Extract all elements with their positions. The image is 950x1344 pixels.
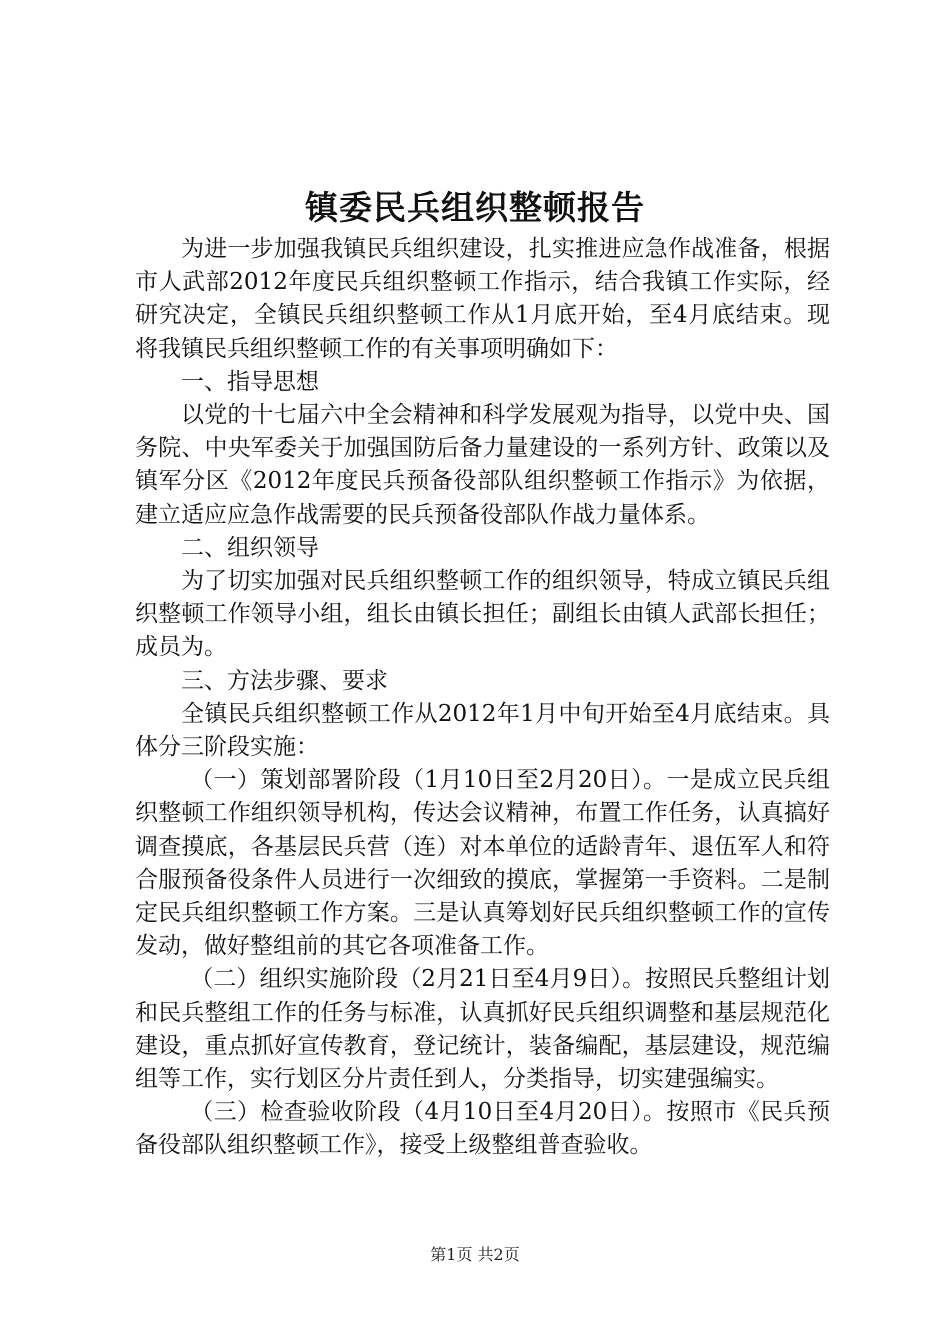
phase-one-paragraph: （一）策划部署阶段（1月10日至2月20日）。一是成立民兵组织整顿工作组织领导机构，传达会议精神，布置工作任务，认真搞好调查摸底，各基层民兵营（连）对本单位的适龄青年、退伍军人和符合服预备役条件人员进行一次细致的摸底，掌握第一手资料。二是制定民兵组织整顿工作方案。三是认真筹划好民兵组织整顿工作的宣传发动，做好整组前的其它各项准备工作。 [135, 767, 830, 960]
section-heading-methods: 三、方法步骤、要求 [181, 667, 388, 694]
guiding-ideology-paragraph: 以党的十七届六中全会精神和科学发展观为指导，以党中央、国务院、中央军委关于加强国防后备力量建设的一系列方针、政策以及镇军分区《2012年度民兵预备役部队组织整顿工作指示》为依据，建立适应应急作战需要的民兵预备役部队作战力量体系。 [135, 402, 830, 528]
document-body [135, 233, 830, 1163]
intro-paragraph: 为进一步加强我镇民兵组织建设，扎实推进应急作战准备，根据市人武部2012年度民兵组织整顿工作指示，结合我镇工作实际，经研究决定，全镇民兵组织整顿工作从1月底开始，至4月底结束。现将我镇民兵组织整顿工作的有关事项明确如下： [135, 236, 830, 362]
phase-three-paragraph: （三）检查验收阶段（4月10日至4月20日）。按照市《民兵预备役部队组织整顿工作》，接受上级整组普查验收。 [135, 1099, 830, 1159]
leadership-paragraph: 为了切实加强对民兵组织整顿工作的组织领导，特成立镇民兵组织整顿工作领导小组，组长由镇长担任；副组长由镇人武部长担任；成员为。 [135, 568, 830, 661]
page-number-footer: 第1页 共2页 [430, 1245, 520, 1264]
document-title: 镇委民兵组织整顿报告 [305, 188, 645, 227]
methods-paragraph: 全镇民兵组织整顿工作从2012年1月中旬开始至4月底结束。具体分三阶段实施： [135, 700, 830, 761]
section-heading-guiding-ideology: 一、指导思想 [181, 368, 319, 395]
section-heading-leadership: 二、组织领导 [181, 534, 319, 561]
phase-two-paragraph: （二）组织实施阶段（2月21日至4月9日）。按照民兵整组计划和民兵整组工作的任务与标准，认真抓好民兵组织调整和基层规范化建设，重点抓好宣传教育，登记统计，装备编配，基层建设，规范编组等工作，实行划区分片责任到人，分类指导，切实建强编实。 [135, 966, 830, 1093]
